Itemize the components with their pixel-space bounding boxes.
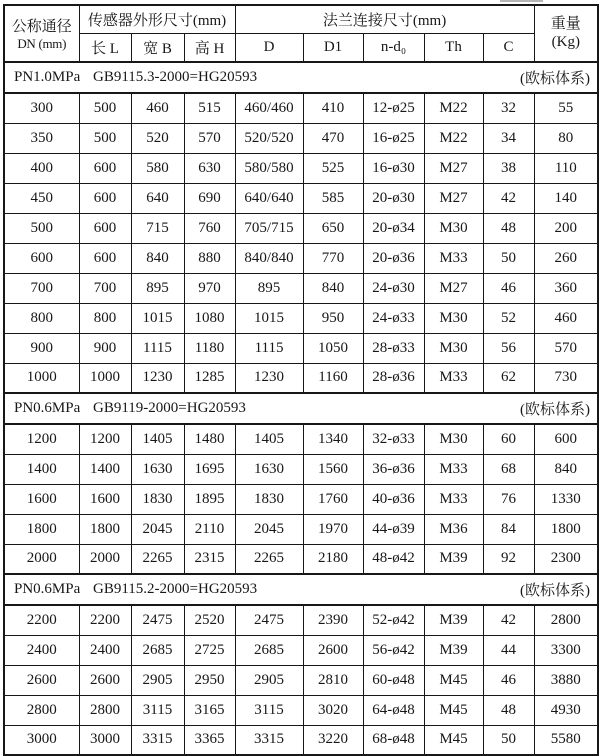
table-cell: 700 [79,273,131,303]
section-system-note: (欧标体系) [520,71,591,87]
table-cell: M45 [424,665,483,695]
table-cell: 3365 [184,725,235,755]
table-cell: 3880 [534,665,598,695]
table-row [4,484,598,514]
table-cell: 410 [303,93,363,123]
table-cell: 640 [131,183,184,213]
table-cell: 900 [4,333,79,363]
table-cell: 460 [131,93,184,123]
table-row [4,695,598,725]
table-cell: 46 [483,273,534,303]
table-cell: 2520 [184,605,235,635]
table-cell: 42 [483,605,534,635]
table-cell: M33 [424,363,483,393]
table-cell: 3315 [235,725,303,755]
table-cell: 840 [131,243,184,273]
header-n-d0: n-d₀ [363,33,424,62]
table-cell: 700 [4,273,79,303]
table-cell: 1015 [235,303,303,333]
table-row [4,605,598,635]
table-cell: 600 [79,183,131,213]
table-row [4,153,598,183]
table-cell: 1600 [4,484,79,514]
table-cell: 1630 [235,454,303,484]
table-cell: 500 [79,123,131,153]
table-cell: 570 [184,123,235,153]
table-cell: 600 [79,243,131,273]
table-cell: 600 [4,243,79,273]
table-cell: 1480 [184,424,235,454]
table-cell: M33 [424,454,483,484]
table-cell: M45 [424,695,483,725]
header-weight [534,5,598,62]
table-row [4,424,598,454]
section-row [4,62,598,93]
table-cell: 34 [483,123,534,153]
table-cell: 2905 [235,665,303,695]
table-cell: 650 [303,213,363,243]
header-th: Th [424,33,483,62]
table-cell: 1015 [131,303,184,333]
table-cell: 42 [483,183,534,213]
table-cell: M39 [424,544,483,574]
table-cell: 1285 [184,363,235,393]
table-cell: 62 [483,363,534,393]
table-cell: 1800 [4,514,79,544]
table-cell: 260 [534,243,598,273]
table-cell: 500 [79,93,131,123]
table-cell: 110 [534,153,598,183]
table-row [4,123,598,153]
table-row [4,303,598,333]
table-cell: 2200 [4,605,79,635]
table-cell: 1405 [235,424,303,454]
table-row [4,183,598,213]
table-cell: 2600 [4,665,79,695]
table-cell: 800 [4,303,79,333]
header-width-b: 宽 B [131,33,184,62]
scan-artifact [500,0,543,2]
table-cell: 2000 [79,544,131,574]
table-cell: 60-ø48 [363,665,424,695]
table-cell: 300 [4,93,79,123]
table-cell: 84 [483,514,534,544]
table-cell: 3115 [131,695,184,725]
table-cell: M30 [424,424,483,454]
table-cell: 690 [184,183,235,213]
table-cell: 2000 [4,544,79,574]
table-cell: 32-ø33 [363,424,424,454]
table-cell: M33 [424,243,483,273]
table-cell: 2810 [303,665,363,695]
table-cell: 2045 [235,514,303,544]
table-cell: 2725 [184,635,235,665]
section-pressure-rating: PN0.6MPa [14,400,81,416]
table-cell: 705/715 [235,213,303,243]
table-cell: 1200 [4,424,79,454]
table-cell: 2265 [131,544,184,574]
header-c: C [483,33,534,62]
table-cell: 52-ø42 [363,605,424,635]
header-weight-unit: (Kg) [551,33,580,50]
header-sensor-dimensions-group: 传感器外形尺寸(mm) [79,5,235,33]
table-cell: 46 [483,665,534,695]
table-cell: 770 [303,243,363,273]
table-cell: 1760 [303,484,363,514]
table-row [4,243,598,273]
table-cell: M30 [424,333,483,363]
table-cell: 80 [534,123,598,153]
table-cell: 730 [534,363,598,393]
table-cell: 1050 [303,333,363,363]
table-cell: 16-ø25 [363,123,424,153]
table-cell: 1000 [4,363,79,393]
table-cell: 28-ø36 [363,363,424,393]
table-cell: 1330 [534,484,598,514]
flange-dimension-table [3,4,599,756]
header-nominal-diameter [4,5,79,62]
table-cell: 970 [184,273,235,303]
section-row [4,574,598,605]
section-pressure-rating: PN0.6MPa [14,581,81,597]
table-cell: 55 [534,93,598,123]
table-cell: 2400 [4,635,79,665]
table-row [4,544,598,574]
table-cell: 2685 [235,635,303,665]
table-cell: 60 [483,424,534,454]
section-system-note: (欧标体系) [520,402,591,418]
table-cell: 520/520 [235,123,303,153]
section-pressure-rating: PN1.0MPa [14,69,81,85]
table-cell: 1405 [131,424,184,454]
table-cell: 52 [483,303,534,333]
table-cell: 3300 [534,635,598,665]
table-cell: 570 [534,333,598,363]
table-cell: 2800 [4,695,79,725]
table-cell: 500 [4,213,79,243]
section-standard-code: GB9115.2-2000=HG20593 [93,581,258,597]
table-cell: 2600 [303,635,363,665]
table-cell: 2400 [79,635,131,665]
table-cell: 3115 [235,695,303,725]
table-cell: 44-ø39 [363,514,424,544]
table-cell: 68-ø48 [363,725,424,755]
table-cell: 2800 [534,605,598,635]
table-cell: 38 [483,153,534,183]
table-cell: 3000 [4,725,79,755]
section-cell [4,62,598,93]
table-cell: M30 [424,303,483,333]
table-row [4,454,598,484]
table-cell: 840 [534,454,598,484]
table-cell: 56-ø42 [363,635,424,665]
header-flange-connection-group: 法兰连接尺寸(mm) [235,5,534,33]
table-row [4,273,598,303]
table-cell: 48-ø42 [363,544,424,574]
table-cell: 1630 [131,454,184,484]
table-cell: M39 [424,605,483,635]
table-cell: 760 [184,213,235,243]
table-cell: 2475 [131,605,184,635]
table-cell: 1830 [131,484,184,514]
table-cell: 1000 [79,363,131,393]
header-weight-cn: 重量 [550,16,581,33]
table-cell: 36-ø36 [363,454,424,484]
table-cell: 880 [184,243,235,273]
table-cell: 140 [534,183,598,213]
table-cell: 1340 [303,424,363,454]
table-cell: 92 [483,544,534,574]
table-cell: 1200 [79,424,131,454]
table-cell: 1695 [184,454,235,484]
table-cell: 350 [4,123,79,153]
table-cell: 800 [79,303,131,333]
table-row [4,725,598,755]
section-row [4,393,598,424]
table-cell: 4930 [534,695,598,725]
table-cell: 68 [483,454,534,484]
table-cell: 2265 [235,544,303,574]
table-cell: 2800 [79,695,131,725]
table-cell: M33 [424,484,483,514]
table-cell: 1830 [235,484,303,514]
table-cell: 1970 [303,514,363,544]
table-cell: 2180 [303,544,363,574]
table-cell: 2600 [79,665,131,695]
header-d1: D1 [303,33,363,62]
table-cell: 470 [303,123,363,153]
table-cell: M22 [424,123,483,153]
table-cell: 20-ø30 [363,183,424,213]
section-system-note: (欧标体系) [520,583,591,599]
table-cell: 895 [131,273,184,303]
table-cell: M27 [424,273,483,303]
table-cell: 1230 [235,363,303,393]
table-row [4,363,598,393]
table-cell: 2045 [131,514,184,544]
table-cell: 2905 [131,665,184,695]
table-row [4,514,598,544]
table-cell: 840 [303,273,363,303]
table-header [4,5,598,62]
table-cell: 525 [303,153,363,183]
table-cell: 50 [483,243,534,273]
table-cell: 3315 [131,725,184,755]
table-cell: M27 [424,153,483,183]
section-standard-code: GB9115.3-2000=HG20593 [93,69,258,85]
table-cell: M22 [424,93,483,123]
table-row [4,635,598,665]
table-cell: 20-ø34 [363,213,424,243]
table-cell: 32 [483,93,534,123]
table-cell: 3020 [303,695,363,725]
table-cell: 64-ø48 [363,695,424,725]
section-cell [4,393,598,424]
table-cell: 28-ø33 [363,333,424,363]
table-cell: M36 [424,514,483,544]
table-cell: 56 [483,333,534,363]
table-cell: 76 [483,484,534,514]
table-cell: 2300 [534,544,598,574]
table-cell: 840/840 [235,243,303,273]
table-cell: 895 [235,273,303,303]
table-cell: 1895 [184,484,235,514]
table-cell: 580/580 [235,153,303,183]
table-cell: 2110 [184,514,235,544]
table-body [4,62,598,755]
table-cell: 460/460 [235,93,303,123]
table-cell: 1160 [303,363,363,393]
table-cell: 600 [534,424,598,454]
table-cell: 400 [4,153,79,183]
table-cell: 1600 [79,484,131,514]
table-cell: 2950 [184,665,235,695]
table-cell: 460 [534,303,598,333]
table-row [4,93,598,123]
table-cell: M30 [424,213,483,243]
table-cell: M39 [424,635,483,665]
table-cell: 40-ø36 [363,484,424,514]
table-cell: 715 [131,213,184,243]
table-cell: 1800 [534,514,598,544]
table-cell: 20-ø36 [363,243,424,273]
table-cell: 360 [534,273,598,303]
table-cell: 3000 [79,725,131,755]
header-length-l: 长 L [79,33,131,62]
table-cell: 520 [131,123,184,153]
table-cell: 1230 [131,363,184,393]
table-row [4,665,598,695]
table-cell: 200 [534,213,598,243]
table-cell: 600 [79,153,131,183]
section-standard-code: GB9119-2000=HG20593 [93,400,246,416]
table-cell: 24-ø30 [363,273,424,303]
table-cell: 515 [184,93,235,123]
table-cell: 24-ø33 [363,303,424,333]
header-nominal-diameter-cn: 公称通径 [11,19,72,35]
table-cell: 2685 [131,635,184,665]
table-cell: 48 [483,213,534,243]
table-cell: 12-ø25 [363,93,424,123]
table-cell: 630 [184,153,235,183]
table-cell: 50 [483,725,534,755]
table-row [4,333,598,363]
table-cell: 1400 [4,454,79,484]
table-cell: 1180 [184,333,235,363]
table-cell: 450 [4,183,79,213]
table-cell: 44 [483,635,534,665]
table-cell: 2390 [303,605,363,635]
table-cell: 5580 [534,725,598,755]
table-cell: 2200 [79,605,131,635]
table-cell: 1080 [184,303,235,333]
table-cell: M45 [424,725,483,755]
table-cell: 1115 [235,333,303,363]
table-cell: 900 [79,333,131,363]
table-row [4,213,598,243]
table-cell: 600 [79,213,131,243]
table-cell: 1115 [131,333,184,363]
table-cell: 3165 [184,695,235,725]
header-nominal-diameter-dn: DN (mm) [17,36,67,51]
table-cell: 3220 [303,725,363,755]
section-cell [4,574,598,605]
table-cell: 1800 [79,514,131,544]
header-d: D [235,33,303,62]
table-cell: 1400 [79,454,131,484]
table-cell: 1560 [303,454,363,484]
table-cell: 950 [303,303,363,333]
table-cell: 48 [483,695,534,725]
table-cell: 640/640 [235,183,303,213]
table-cell: 585 [303,183,363,213]
table-cell: 580 [131,153,184,183]
header-height-h: 高 H [184,33,235,62]
table-cell: 2315 [184,544,235,574]
table-cell: 2475 [235,605,303,635]
table-cell: M27 [424,183,483,213]
table-cell: 16-ø30 [363,153,424,183]
